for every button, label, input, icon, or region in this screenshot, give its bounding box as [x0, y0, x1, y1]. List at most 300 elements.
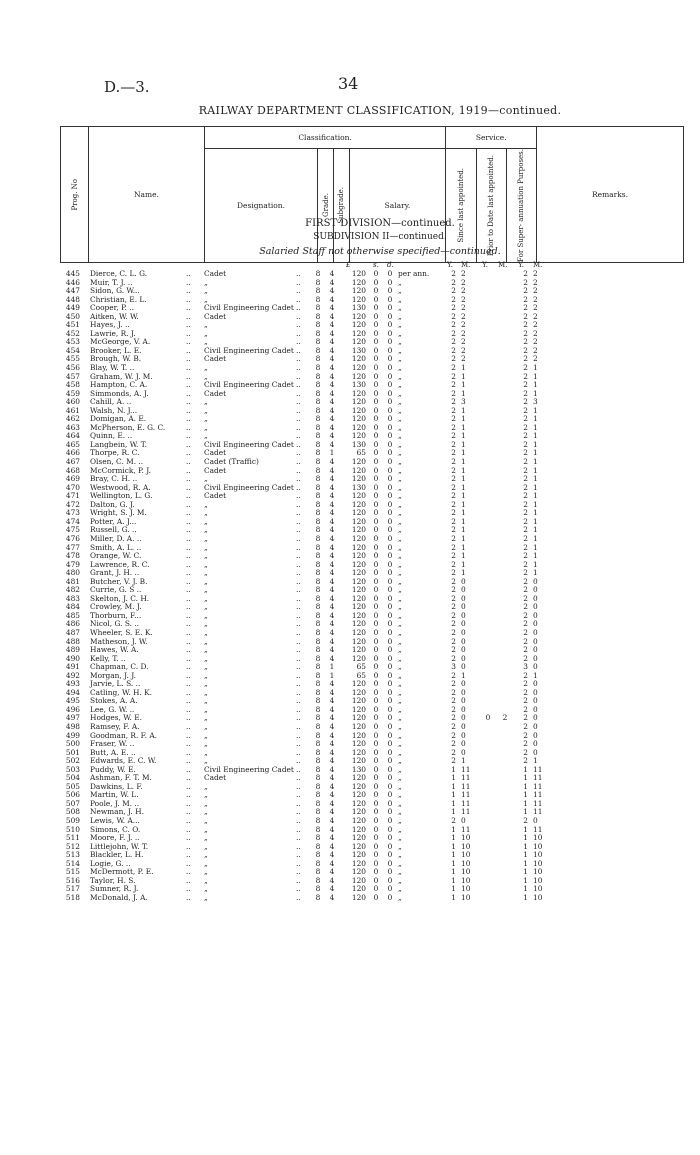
name-cell: Stokes, A. A.	[90, 696, 138, 706]
leader-dots: ..	[296, 328, 301, 338]
prog-no-cell: 475	[65, 525, 80, 535]
name-cell: Goodman, R. F. A.	[90, 730, 158, 740]
name-cell: Crowley, M. J.	[90, 602, 142, 612]
leader-dots: ..	[186, 867, 191, 877]
super-years-cell: 2	[523, 269, 528, 278]
leader-dots: ..	[296, 679, 301, 689]
salary-period-cell: per ann.	[398, 269, 430, 278]
since-months-cell: 1	[461, 559, 466, 569]
since-months-cell: 1	[461, 533, 466, 543]
grade-cell: 8	[315, 884, 321, 894]
salary-pounds-cell: 120	[351, 816, 366, 825]
since-months-cell: 1	[461, 499, 466, 509]
grade-cell: 8	[315, 457, 321, 467]
super-months-cell: 0	[533, 653, 538, 663]
since-years-cell: 2	[451, 269, 456, 278]
designation-cell: „	[204, 662, 208, 672]
name-cell: McDermott, P. E.	[90, 867, 154, 877]
grade-cell: 8	[315, 798, 321, 808]
name-cell: McPherson, E. G. C.	[90, 422, 166, 432]
leader-dots: ..	[186, 277, 191, 287]
salary-shillings-cell: 0	[373, 551, 379, 561]
super-years-cell: 2	[523, 679, 528, 689]
super-months-cell: 1	[533, 491, 538, 501]
super-months-cell: 1	[533, 380, 538, 390]
designation-cell: „	[204, 610, 208, 620]
prog-no-cell: 511	[65, 833, 80, 843]
super-months-cell: 2	[533, 286, 538, 296]
since-months-cell: 0	[461, 721, 466, 731]
salary-pounds-cell: 130	[351, 764, 366, 774]
designation-cell: „	[204, 790, 208, 800]
salary-shillings-cell: 0	[373, 833, 379, 843]
prog-no-cell: 463	[65, 422, 80, 432]
salary-pence-cell: 0	[387, 328, 393, 338]
leader-dots: ..	[186, 636, 191, 646]
salary-pence-cell: 0	[387, 439, 393, 449]
since-months-cell: 10	[461, 892, 471, 902]
salary-shillings-cell: 0	[373, 422, 379, 432]
salary-shillings-cell: 0	[373, 662, 379, 672]
leader-dots: ..	[296, 491, 301, 501]
name-cell: Ashman, F. T. M.	[90, 773, 152, 783]
since-months-cell: 1	[461, 551, 466, 561]
salary-pence-cell: 0	[387, 764, 393, 774]
grade-cell: 8	[315, 645, 321, 655]
division-heading: FIRST DIVISION—continued.	[305, 218, 455, 229]
since-years-cell: 2	[451, 653, 456, 663]
name-cell: Dalton, G. J.	[90, 499, 135, 509]
leader-dots: ..	[296, 585, 301, 595]
years-unit: Y.	[482, 261, 488, 269]
prog-no-cell: 507	[65, 798, 80, 808]
name-cell: Chapman, C. D.	[90, 662, 149, 672]
prog-no-cell: 469	[65, 474, 80, 484]
salary-pence-cell: 0	[387, 670, 393, 680]
since-months-cell: 1	[461, 542, 466, 552]
designation-cell: „	[204, 363, 208, 373]
since-years-cell: 2	[451, 363, 456, 373]
since-years-cell: 2	[451, 405, 456, 415]
salary-pounds-cell: 120	[351, 516, 366, 526]
leader-dots: ..	[296, 294, 301, 304]
super-months-cell: 0	[533, 696, 538, 706]
since-months-cell: 10	[461, 833, 471, 843]
leader-dots: ..	[186, 439, 191, 449]
designation-cell: „	[204, 687, 208, 697]
designation-cell: „	[204, 568, 208, 578]
super-years-cell: 2	[523, 405, 528, 415]
salary-pounds-cell: 120	[351, 559, 366, 569]
salary-pence-cell: 0	[387, 645, 393, 655]
prog-no-cell: 497	[65, 713, 80, 723]
leader-dots: ..	[296, 388, 301, 398]
salary-shillings-cell: 0	[373, 721, 379, 731]
salary-pounds-cell: 120	[351, 294, 366, 304]
salary-shillings-cell: 0	[373, 448, 379, 458]
since-months-cell: 1	[461, 491, 466, 501]
since-years-cell: 1	[451, 764, 456, 774]
prog-no-cell: 456	[65, 363, 80, 373]
super-years-cell: 2	[523, 414, 528, 424]
since-years-cell: 1	[451, 790, 456, 800]
prog-no-cell: 479	[65, 559, 80, 569]
since-months-cell: 2	[461, 294, 466, 304]
since-months-cell: 0	[461, 602, 466, 612]
subgrade-cell: 4	[329, 294, 335, 304]
super-months-cell: 1	[533, 371, 538, 381]
salary-pence-cell: 0	[387, 730, 393, 740]
name-cell: Grant, J. H. ..	[90, 568, 140, 578]
salary-shillings-cell: 0	[373, 764, 379, 774]
since-months-cell: 0	[461, 636, 466, 646]
salary-pounds-cell: 120	[351, 807, 366, 817]
classification-header: Classification.	[204, 127, 446, 149]
prog-no-cell: 468	[65, 465, 80, 475]
salary-shillings-cell: 0	[373, 277, 379, 287]
salary-period-cell: „	[398, 277, 402, 287]
super-years-cell: 1	[523, 824, 528, 834]
designation-cell: Cadet	[204, 773, 227, 783]
name-cell: Muir, T. J. ..	[90, 277, 133, 287]
name-cell: Jarvie, L. S. ..	[90, 679, 141, 689]
super-years-cell: 2	[523, 311, 528, 321]
subgrade-cell: 4	[329, 875, 335, 885]
subgrade-cell: 4	[329, 311, 335, 321]
name-cell: Sumner, R. J.	[90, 884, 139, 894]
leader-dots: ..	[186, 448, 191, 458]
super-months-cell: 0	[533, 739, 538, 749]
leader-dots: ..	[186, 593, 191, 603]
salary-shillings-cell: 0	[373, 371, 379, 381]
months-unit: M.	[533, 261, 543, 269]
subgrade-cell: 4	[329, 269, 335, 278]
prog-no-header: Prog. No	[61, 127, 89, 263]
since-years-cell: 2	[451, 730, 456, 740]
leader-dots: ..	[296, 850, 301, 860]
grade-cell: 8	[315, 764, 321, 774]
super-months-cell: 1	[533, 559, 538, 569]
salary-shillings-cell: 0	[373, 320, 379, 330]
designation-cell: „	[204, 867, 208, 877]
super-months-cell: 0	[533, 747, 538, 757]
salary-period-cell: „	[398, 499, 402, 509]
salary-pounds-cell: 120	[351, 773, 366, 783]
name-cell: Martin, W. L.	[90, 790, 139, 800]
super-months-cell: 2	[533, 294, 538, 304]
salary-period-cell: „	[398, 525, 402, 535]
leader-dots: ..	[186, 388, 191, 398]
leader-dots: ..	[186, 516, 191, 526]
since-years-cell: 2	[451, 696, 456, 706]
salary-period-cell: „	[398, 388, 402, 398]
name-cell: Christian, E. L.	[90, 294, 147, 304]
salary-shillings-cell: 0	[373, 345, 379, 355]
salary-pence-cell: 0	[387, 636, 393, 646]
leader-dots: ..	[186, 713, 191, 723]
salary-shillings-cell: 0	[373, 867, 379, 877]
leader-dots: ..	[296, 798, 301, 808]
since-years-cell: 2	[451, 559, 456, 569]
since-months-cell: 0	[461, 747, 466, 757]
prog-no-cell: 509	[65, 816, 80, 825]
leader-dots: ..	[186, 568, 191, 578]
leader-dots: ..	[296, 269, 301, 278]
super-years-cell: 2	[523, 730, 528, 740]
since-months-cell: 1	[461, 431, 466, 441]
designation-cell: „	[204, 679, 208, 689]
leader-dots: ..	[186, 662, 191, 672]
since-months-cell: 0	[461, 645, 466, 655]
grade-cell: 8	[315, 627, 321, 637]
leader-dots: ..	[296, 841, 301, 851]
leader-dots: ..	[186, 747, 191, 757]
salary-pence-cell: 0	[387, 610, 393, 620]
leader-dots: ..	[296, 756, 301, 766]
super-months-cell: 11	[533, 781, 543, 791]
subgrade-cell: 4	[329, 559, 335, 569]
name-cell: Graham, W. J. M.	[90, 371, 153, 381]
subgrade-header: Subgrade.	[333, 149, 349, 263]
designation-cell: „	[204, 807, 208, 817]
leader-dots: ..	[296, 551, 301, 561]
super-years-cell: 2	[523, 576, 528, 586]
subgrade-cell: 4	[329, 465, 335, 475]
prog-no-cell: 447	[65, 286, 80, 296]
salary-pounds-cell: 120	[351, 354, 366, 364]
leader-dots: ..	[296, 286, 301, 296]
name-cell: Thorpe, R. C.	[90, 448, 140, 458]
designation-cell: „	[204, 576, 208, 586]
leader-dots: ..	[296, 892, 301, 902]
salary-shillings-cell: 0	[373, 585, 379, 595]
super-months-cell: 2	[533, 354, 538, 364]
grade-cell: 8	[315, 610, 321, 620]
grade-cell: 8	[315, 277, 321, 287]
subgrade-cell: 4	[329, 730, 335, 740]
leader-dots: ..	[186, 474, 191, 484]
super-years-cell: 2	[523, 739, 528, 749]
salary-pounds-cell: 120	[351, 790, 366, 800]
prog-no-cell: 452	[65, 328, 80, 338]
salary-period-cell: „	[398, 773, 402, 783]
leader-dots: ..	[186, 824, 191, 834]
since-years-cell: 2	[451, 585, 456, 595]
subgrade-cell: 1	[329, 448, 335, 458]
since-years-cell: 2	[451, 320, 456, 330]
name-cell: Dawkins, L. F.	[90, 781, 143, 791]
leader-dots: ..	[186, 619, 191, 629]
salary-period-cell: „	[398, 850, 402, 860]
prog-no-cell: 491	[65, 662, 80, 672]
salary-shillings-cell: 0	[373, 756, 379, 766]
prog-no-cell: 459	[65, 388, 80, 398]
salary-pence-cell: 0	[387, 833, 393, 843]
salary-shillings-cell: 0	[373, 687, 379, 697]
prog-no-cell: 461	[65, 405, 80, 415]
prog-no-cell: 517	[65, 884, 80, 894]
salary-pence-cell: 0	[387, 277, 393, 287]
super-months-cell: 1	[533, 414, 538, 424]
since-months-cell: 1	[461, 439, 466, 449]
super-months-cell: 2	[533, 269, 538, 278]
since-years-cell: 2	[451, 602, 456, 612]
salary-pence-cell: 0	[387, 704, 393, 714]
salary-pence-cell: 0	[387, 508, 393, 518]
salary-period-cell: „	[398, 397, 402, 407]
prog-no-cell: 505	[65, 781, 80, 791]
grade-cell: 8	[315, 585, 321, 595]
since-years-cell: 1	[451, 833, 456, 843]
salary-pence-cell: 0	[387, 858, 393, 868]
subgrade-cell: 4	[329, 798, 335, 808]
leader-dots: ..	[186, 781, 191, 791]
designation-cell: Civil Engineering Cadet	[204, 345, 294, 355]
since-years-cell: 2	[451, 474, 456, 484]
salary-pence-cell: 0	[387, 850, 393, 860]
designation-cell: „	[204, 593, 208, 603]
super-months-cell: 1	[533, 551, 538, 561]
salary-pence-cell: 0	[387, 371, 393, 381]
salary-shillings-cell: 0	[373, 875, 379, 885]
super-years-cell: 2	[523, 397, 528, 407]
since-months-cell: 2	[461, 328, 466, 338]
months-unit: M.	[461, 261, 471, 269]
prog-no-cell: 470	[65, 482, 80, 492]
salary-shillings-cell: 0	[373, 542, 379, 552]
leader-dots: ..	[296, 687, 301, 697]
grade-cell: 8	[315, 576, 321, 586]
salary-shillings-cell: 0	[373, 303, 379, 313]
designation-cell: „	[204, 833, 208, 843]
salary-pounds-cell: 120	[351, 756, 366, 766]
designation-cell: „	[204, 721, 208, 731]
leader-dots: ..	[296, 337, 301, 347]
name-cell: Brough, W. B.	[90, 354, 142, 364]
salary-period-cell: „	[398, 884, 402, 894]
subgrade-cell: 4	[329, 713, 335, 723]
since-months-cell: 11	[461, 807, 471, 817]
prog-no-cell: 451	[65, 320, 80, 330]
leader-dots: ..	[186, 773, 191, 783]
prog-no-cell: 508	[65, 807, 80, 817]
subgrade-cell: 4	[329, 585, 335, 595]
designation-cell: „	[204, 551, 208, 561]
salary-period-cell: „	[398, 439, 402, 449]
service-header: Service.	[446, 127, 537, 149]
leader-dots: ..	[296, 311, 301, 321]
grade-cell: 8	[315, 619, 321, 629]
super-years-cell: 2	[523, 457, 528, 467]
designation-cell: „	[204, 619, 208, 629]
salary-pence-cell: 0	[387, 337, 393, 347]
name-cell: Logie, G. ..	[90, 858, 131, 868]
salary-shillings-cell: 0	[373, 773, 379, 783]
super-years-cell: 2	[523, 303, 528, 313]
name-cell: Wellington, L. G.	[90, 491, 153, 501]
since-months-cell: 1	[461, 525, 466, 535]
subgrade-cell: 4	[329, 679, 335, 689]
salary-pounds-cell: 120	[351, 568, 366, 578]
super-years-cell: 2	[523, 670, 528, 680]
prog-no-cell: 457	[65, 371, 80, 381]
name-cell: Brooker, L. E.	[90, 345, 142, 355]
salary-pounds-cell: 120	[351, 337, 366, 347]
since-months-cell: 0	[461, 610, 466, 620]
subgrade-cell: 4	[329, 277, 335, 287]
since-years-cell: 2	[451, 704, 456, 714]
since-years-cell: 1	[451, 824, 456, 834]
super-months-cell: 0	[533, 730, 538, 740]
super-years-cell: 2	[523, 422, 528, 432]
since-years-cell: 3	[451, 662, 456, 672]
salary-pounds-cell: 130	[351, 380, 366, 390]
salary-period-cell: „	[398, 627, 402, 637]
salary-pounds-cell: 130	[351, 439, 366, 449]
super-months-cell: 11	[533, 773, 543, 783]
leader-dots: ..	[296, 704, 301, 714]
super-years-cell: 2	[523, 610, 528, 620]
salary-pounds-cell: 120	[351, 653, 366, 663]
salary-period-cell: „	[398, 645, 402, 655]
salary-shillings-cell: 0	[373, 670, 379, 680]
super-months-cell: 0	[533, 816, 538, 825]
salary-shillings-cell: 0	[373, 850, 379, 860]
designation-cell: „	[204, 824, 208, 834]
salary-pounds-cell: 120	[351, 841, 366, 851]
prog-no-cell: 454	[65, 345, 80, 355]
since-years-cell: 2	[451, 448, 456, 458]
super-months-cell: 0	[533, 602, 538, 612]
salary-period-cell: „	[398, 867, 402, 877]
salary-period-cell: „	[398, 559, 402, 569]
since-years-cell: 1	[451, 781, 456, 791]
name-cell: Morgan, J. J.	[90, 670, 136, 680]
grade-cell: 8	[315, 756, 321, 766]
salary-pounds-cell: 120	[351, 892, 366, 902]
salary-pence-cell: 0	[387, 687, 393, 697]
prog-no-cell: 514	[65, 858, 80, 868]
super-months-cell: 10	[533, 841, 543, 851]
leader-dots: ..	[186, 422, 191, 432]
since-years-cell: 2	[451, 576, 456, 586]
grade-cell: 8	[315, 602, 321, 612]
since-years-cell: 2	[451, 687, 456, 697]
salary-pence-cell: 0	[387, 397, 393, 407]
grade-cell: 8	[315, 833, 321, 843]
grade-cell: 8	[315, 858, 321, 868]
subgrade-cell: 4	[329, 884, 335, 894]
super-months-cell: 0	[533, 576, 538, 586]
prog-no-cell: 445	[65, 269, 80, 278]
salary-period-cell: „	[398, 474, 402, 484]
salary-pounds-cell: 120	[351, 542, 366, 552]
salary-shillings-cell: 0	[373, 328, 379, 338]
since-years-cell: 2	[451, 551, 456, 561]
leader-dots: ..	[296, 371, 301, 381]
since-months-cell: 0	[461, 739, 466, 749]
salary-pence-cell: 0	[387, 499, 393, 509]
grade-cell: 8	[315, 721, 321, 731]
salary-pence-cell: 0	[387, 457, 393, 467]
grade-cell: 8	[315, 337, 321, 347]
salary-pence-cell: 0	[387, 653, 393, 663]
leader-dots: ..	[186, 687, 191, 697]
grade-cell: 8	[315, 867, 321, 877]
since-years-cell: 2	[451, 508, 456, 518]
leader-dots: ..	[186, 354, 191, 364]
since-years-cell: 2	[451, 414, 456, 424]
